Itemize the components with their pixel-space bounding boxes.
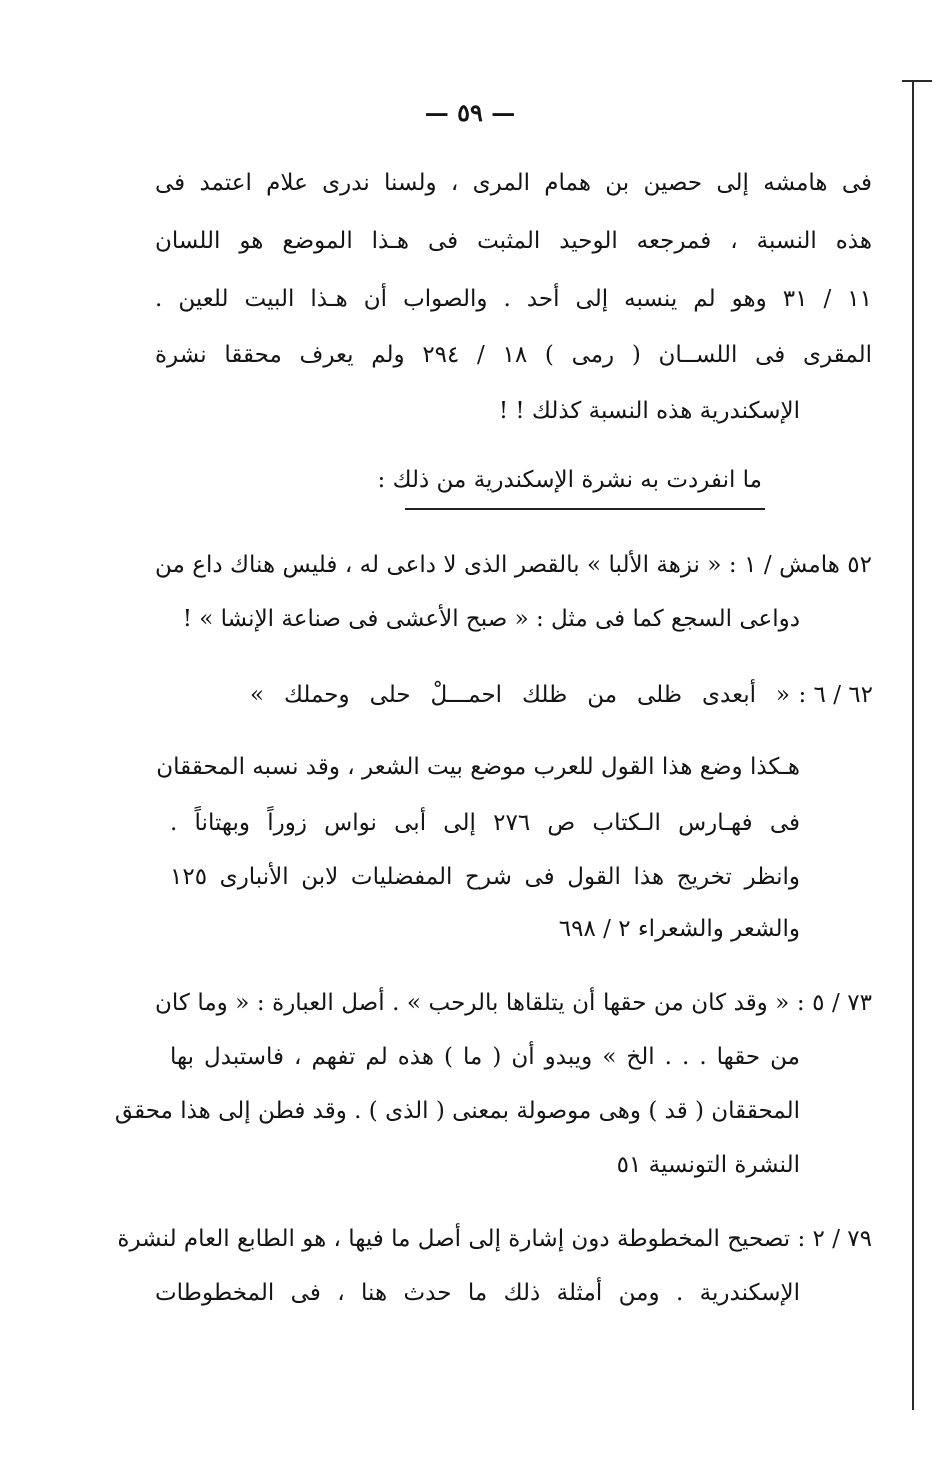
page-number: — ٥٩ — [424, 98, 516, 127]
margin-rule [912, 80, 914, 1410]
text-line: ٧٩ / ٢ : تصحيح المخطوطة دون إشارة إلى أصل ما فيها ، هو الطابع العام لنشرة [117, 1226, 872, 1252]
text-line: والشعر والشعراء ٢ / ٦٩٨ [558, 916, 800, 942]
text-line: ٥٢ هامش / ١ : « نزهة الألبا » بالقصر الذى لا داعى له ، فليس هناك داع من [155, 552, 873, 578]
text-line: دواعى السجع كما فى مثل : « صبح الأعشى فى صناعة الإنشا » ! [182, 606, 800, 632]
text-line: هـكذا وضع هذا القول للعرب موضع بيت الشعر ، وقد نسبه المحققان [156, 754, 800, 780]
heading-underline [405, 508, 765, 510]
text-line: هذه النسبة ، فمرجعه الوحيد المثبت فى هـذا الموضع هو اللسان [155, 228, 872, 254]
text-line: المقرى فى اللســان ( رمى ) ١٨ / ٢٩٤ ولم يعرف محققا نشرة [155, 342, 872, 368]
text-line: فى هامشه إلى حصين بن همام المرى ، ولسنا ندرى علام اعتمد فى [155, 170, 872, 196]
text-line: من حقها . . . الخ » ويبدو أن ( ما ) هذه لم تفهم ، فاستبدل بها [170, 1044, 800, 1070]
text-line: فى فهـارس الـكتاب ص ٢٧٦ إلى أبى نواس زوراً وبهتاناً . [170, 810, 800, 836]
section-heading: ما انفردت به نشرة الإسكندرية من ذلك : [377, 467, 762, 493]
text-line: الإسكندرية . ومن أمثلة ذلك ما حدث هنا ، فى المخطوطات [155, 1280, 800, 1306]
text-line: المحققان ( قد ) وهى موصولة بمعنى ( الذى ) . وقد فطن إلى هذا محقق [114, 1098, 800, 1124]
note-reference: ٦٢ / ٦ : [798, 682, 873, 708]
margin-rule-cap [902, 80, 932, 82]
text-line: ١١ / ٣١ وهو لم ينسبه إلى أحد . والصواب أن هـذا البيت للعين . [155, 286, 873, 312]
quoted-verse: « أبعدى ظلى من ظلك احمـــلْ حلى وحملك » [250, 682, 790, 708]
text-line: ٧٣ / ٥ : « وقد كان من حقها أن يتلقاها بالرحب » . أصل العبارة : « وما كان [155, 990, 872, 1016]
text-line: الإسكندرية هذه النسبة كذلك ! ! [498, 398, 800, 424]
text-line: وانظر تخريج هذا القول فى شرح المفضليات لابن الأنبارى ١٢٥ [170, 864, 800, 890]
text-line: النشرة التونسية ٥١ [616, 1152, 800, 1178]
